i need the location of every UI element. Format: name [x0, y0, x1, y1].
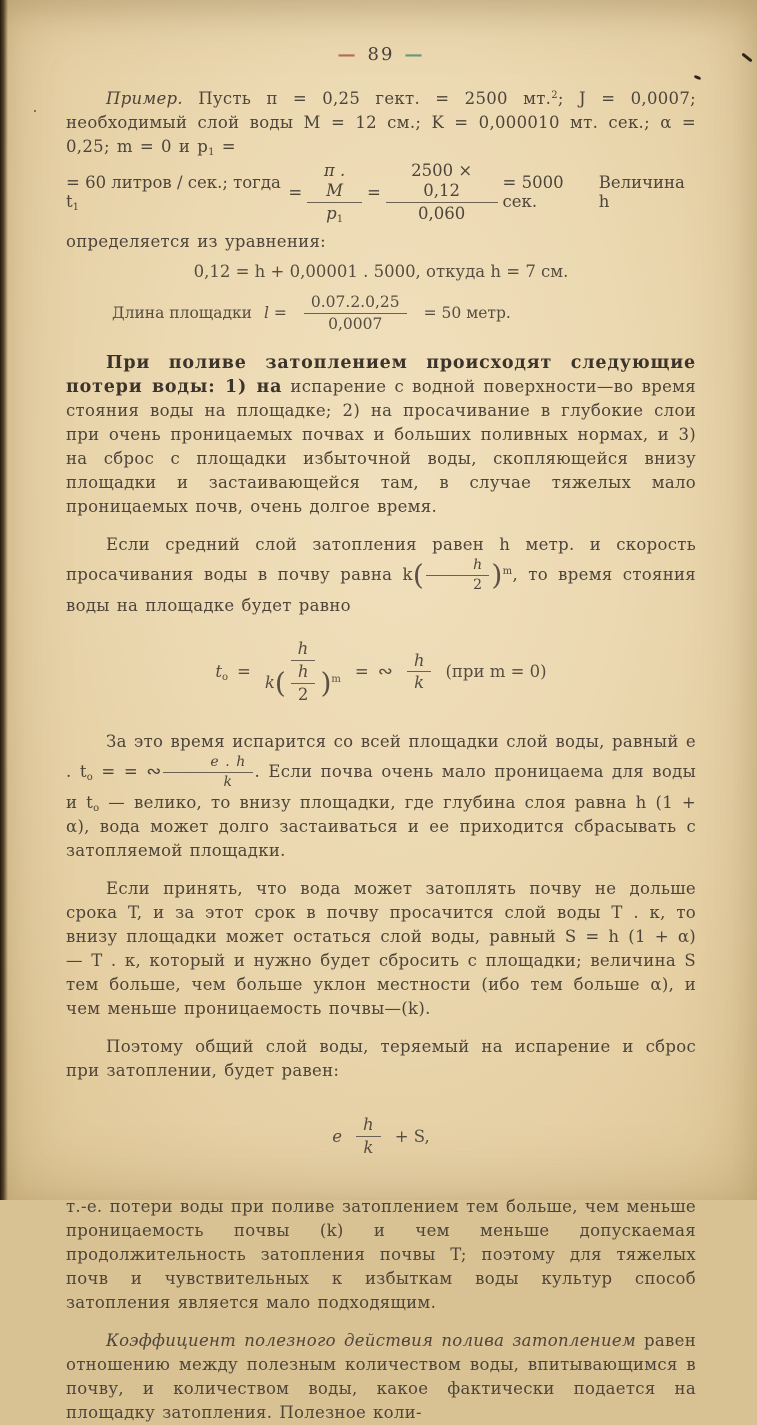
equals-sign: =	[367, 182, 381, 202]
eq-loss-e: e	[332, 1127, 343, 1147]
equation-plot-length	[112, 289, 696, 337]
paragraph-evaporation: За это время испарится со всей площадки слой воды, равный e . $t_o$ = = ∾ $\frac{e . h}{k}$ . Если почва очень мало проницаема для воды и $t_o$ — велико, то внизу площадки, где глубина слоя равна h (1 + α), вода может долго застаиваться и ее приходится сбрасывать с затопляемой площадки.	[66, 731, 697, 860]
paragraph-therefore: Поэтому общий слой воды, теряемый на испарение и сброс при затоплении, будет равен:	[66, 1036, 696, 1080]
paragraph-conclusion: т.-е. потери воды при поливе затоплением тем больше, чем меньше проницаемость почвы (k) и чем меньше допускаемая продолжительность затопления почвы T; поэтому для тяжелых почв и чувствительных к избыткам воды культур способ затопления является мало подходящим.	[66, 1196, 696, 1312]
equals-sign: =	[354, 662, 369, 682]
superscript-m: m	[331, 673, 341, 685]
equals-sign: =	[237, 662, 251, 682]
equation-total-loss	[66, 1093, 696, 1181]
equation-t0	[66, 628, 696, 716]
approx-symbol: ∾	[377, 661, 393, 683]
coefficient-rest: равен отношению между полезным количеством воды, впитывающимся в почву, и количеством воды, какое фактически подается на площадку затопления. Полезное коли-	[66, 1330, 696, 1422]
ink-speck	[741, 53, 752, 63]
fraction-h-k: $\frac{h}{k}$	[356, 1115, 381, 1158]
paragraph-coefficient	[66, 1329, 696, 1425]
ink-speck	[34, 110, 36, 112]
subscript-o: o	[86, 771, 94, 783]
eq-t0-condition: (при m = 0)	[445, 662, 547, 682]
page-number-dash-right: —	[404, 44, 425, 65]
eq-t1-velichina: Величина h	[598, 173, 685, 212]
paragraph-example-intro	[66, 87, 696, 159]
equals-sign: =	[288, 182, 303, 202]
subscript-o: o	[93, 802, 100, 814]
fraction-h-k: $\frac{h}{k}$	[407, 651, 432, 694]
eq-t0-lhs: $t_o$	[215, 662, 229, 684]
fraction-length: $\frac{0.07.2.0,25}{0,0007}$	[304, 293, 407, 333]
paragraph-example-followup: определяется из уравнения:	[66, 232, 327, 252]
eq-t1-result: = 5000 сек.	[502, 173, 564, 212]
subscript-1: 1	[336, 213, 344, 225]
subscript-1: 1	[72, 202, 80, 214]
length-lhs: l =	[264, 304, 287, 323]
superscript-m: m	[502, 566, 513, 578]
paragraph-mean-layer: Если средний слой затопления равен h метр. и скорость просачивания воды в почву равна k( $\frac{h}{2}$ )$^m$, то время стояния воды на площадке будет равно	[66, 535, 697, 615]
length-label: Длина площадки	[112, 304, 252, 323]
paragraph-water-losses	[66, 351, 696, 519]
inline-formula-k-h2-m: ( $\frac{h}{2}$ )$^m$	[412, 557, 513, 594]
fraction-h-over-khalf: h k( $\frac{h}{2}$ )$^m$	[264, 639, 341, 704]
losses-bold-lead: При поливе затоплением происходят следующие потери воды: 1) на	[66, 353, 696, 398]
length-rhs: = 50 метр.	[423, 304, 511, 323]
binding-edge-shadow	[0, 0, 8, 1200]
losses-rest: испарение с водной поверхности—во время стояния воды на площадке; 2) на просачивание в глубокие слои при очень проницаемых почвах и больших поливных нормах, и 3) на сброс с площадки избыточной воды, скопляющейся внизу площадки и застаивающейся там, в случае тяжелых мало проницаемых почв, очень долгое время.	[66, 377, 696, 517]
equation-t1-line	[66, 161, 696, 223]
superscript-2: 2	[551, 90, 558, 101]
page-number-dash-left: —	[337, 44, 358, 65]
paragraph-assumption: Если принять, что вода может затоплять почву не дольше срока T, и за этот срок в почву просачится слой воды T . к, то внизу площадки может остаться слой воды, равный S = h (1 + α) — T . к, который и нужно будет сбросить с площадки; величина S тем больше, чем больше уклон местности (ибо тем больше α), и чем меньше проницаемость почвы—(k).	[66, 878, 696, 1018]
example-lead: Пример.	[106, 89, 183, 108]
page-content	[66, 44, 696, 1425]
eq-loss-plus-s: + S,	[394, 1127, 430, 1147]
example-text-b: ; J = 0,0007; необходимый слой воды M = 12 см.; K = 0,000010 мт. сек.; α = 0,25; m = 0 и p	[66, 89, 696, 156]
page-number: 89	[367, 44, 395, 65]
subscript-o: o	[222, 672, 229, 684]
subscript-1: 1	[208, 147, 215, 158]
example-text-c: =	[214, 137, 236, 156]
fraction-2500x012-0060: $\frac{2500 \times 0,12}{0,060}$	[386, 161, 498, 223]
fraction-piM-p1: $\frac{\pi . M}{p_1}$	[307, 161, 362, 223]
eq-t1-lhs: = 60 литров / сек.; тогда $t_1$	[66, 173, 281, 214]
approx-symbol: ∾	[146, 760, 162, 782]
inline-fraction-eh-k: $\frac{e . h}{k}$	[161, 762, 254, 781]
example-text-a: Пусть π = 0,25 гект. = 2500 мт.	[182, 89, 552, 108]
coefficient-lead: Коэффициент полезного действия полива затоплением	[106, 1330, 636, 1350]
page-number-header	[66, 44, 696, 65]
equation-h: 0,12 = h + 0,00001 . 5000, откуда h = 7 см.	[193, 262, 569, 282]
